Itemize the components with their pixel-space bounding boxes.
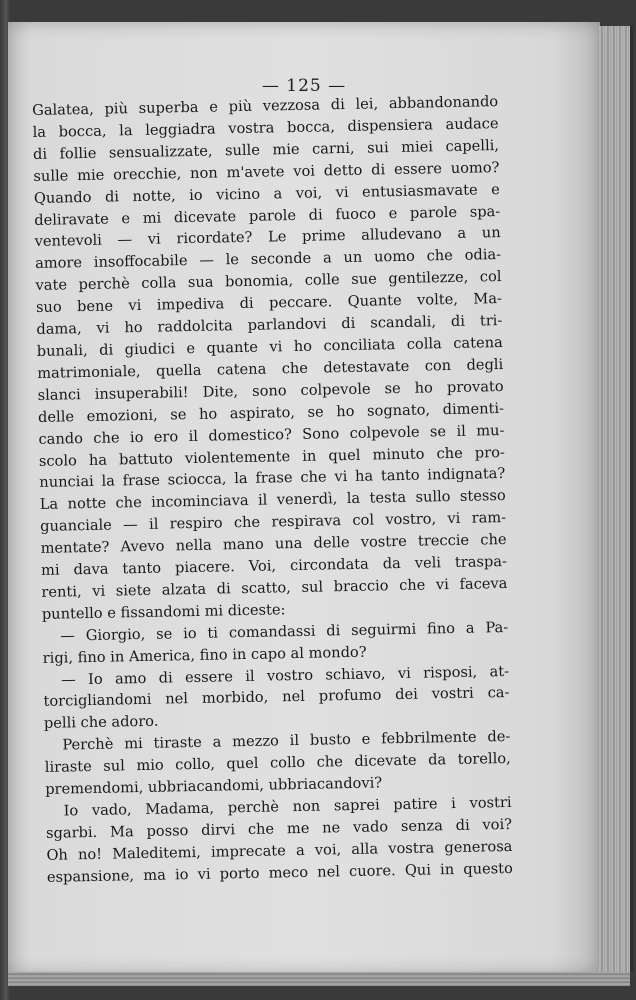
text-line: premendomi, ubbriacandomi, ubbriacandovi? <box>45 774 383 798</box>
text-line: scolo ha battuto violentemente in quel minuto che pro- <box>38 443 506 470</box>
text-line: dama, vi ho raddolcita parlandovi di scandali, di tri- <box>36 312 503 339</box>
text-line: vate perchè colla sua bonomia, colle sue gentilezze, col <box>35 268 502 295</box>
text-line: nunciai la frase sciocca, la frase che vi ha tanto indignata? <box>39 465 506 492</box>
text-line: guanciale — il respiro che respirava col vostro, vi ram- <box>40 509 507 536</box>
book-page <box>8 22 600 974</box>
text-line: di follie sensualizzate, sulle mie carni, sui miei capelli, <box>32 136 500 163</box>
text-line: amore insoffocabile — le seconde a un uomo che odia- <box>34 246 502 273</box>
text-line: slanci insuperabili! Dite, sono colpevole se ho provato <box>37 377 504 404</box>
text-line: ventevoli — vi ricordate? Le prime alludevano a un <box>34 224 501 251</box>
text-line: matrimoniale, quella catena che detestavate con degli <box>37 355 504 382</box>
text-line: Oh no! Maleditemi, imprecate a voi, alla vostra generosa <box>46 837 513 864</box>
text-line: espansione, ma io vi porto meco nel cuore. Qui in questo <box>46 859 513 886</box>
text-line: bunali, di giudici e quante vi ho conciliata colla catena <box>36 333 503 360</box>
text-line: sulle mie orecchie, non m'avete voi detto di essere uomo? <box>33 158 500 185</box>
text-line: renti, vi siete alzata di scatto, sul braccio che vi faceva <box>41 574 508 601</box>
page-stack-bottom <box>8 972 630 986</box>
text-line: — Giorgio, se io ti comandassi di seguirmi fino a Pa- <box>60 618 509 645</box>
page-body-text <box>32 91 513 888</box>
page-number: — 125 — <box>261 76 347 96</box>
text-line: mentate? Avevo nella mano una delle vostre treccie che <box>40 531 507 558</box>
text-line: rigi, fino in America, fino in capo al mondo? <box>42 643 367 667</box>
text-line: Perchè mi tiraste a mezzo il busto e febbrilmente de- <box>62 728 511 754</box>
text-line: suo bene vi impediva di peccare. Quante volte, Ma- <box>35 290 503 317</box>
text-line: la bocca, la leggiadra vostra bocca, dispensiera audace <box>32 114 499 141</box>
text-line: deliravate e mi dicevate parole di fuoco e parole spa- <box>34 202 501 229</box>
text-line: Galatea, più superba e più vezzosa di lei, abbandonando <box>32 93 499 119</box>
page-stack-edge <box>598 26 633 972</box>
text-line: pelli che adoro. <box>43 713 159 733</box>
text-line: La notte che incominciava il venerdì, la testa sullo stesso <box>39 487 506 514</box>
text-line: mi dava tanto piacere. Voi, circondata da veli traspa- <box>40 553 508 579</box>
text-line: sgarbi. Ma posso dirvi che me ne vado senza di voi? <box>45 815 513 842</box>
text-line: cando che io ero il domestico? Sono colpevole se il mu- <box>38 421 505 448</box>
text-line: Io vado, Madama, perchè non saprei patire i vostri <box>63 793 512 820</box>
text-line: — Io amo di essere il vostro schiavo, vi risposi, at- <box>60 662 510 689</box>
text-line: torcigliandomi nel morbido, nel profumo dei vostri ca- <box>43 684 510 711</box>
text-line: delle emozioni, se ho aspirato, se ho sognato, dimenti- <box>37 399 505 426</box>
text-line: Quando di notte, io vicino a voi, vi entusiasmavate e <box>33 180 500 207</box>
text-line: liraste sul mio collo, quel collo che dicevate da torello, <box>44 750 511 777</box>
text-line: puntello e fissandomi mi diceste: <box>41 601 286 623</box>
